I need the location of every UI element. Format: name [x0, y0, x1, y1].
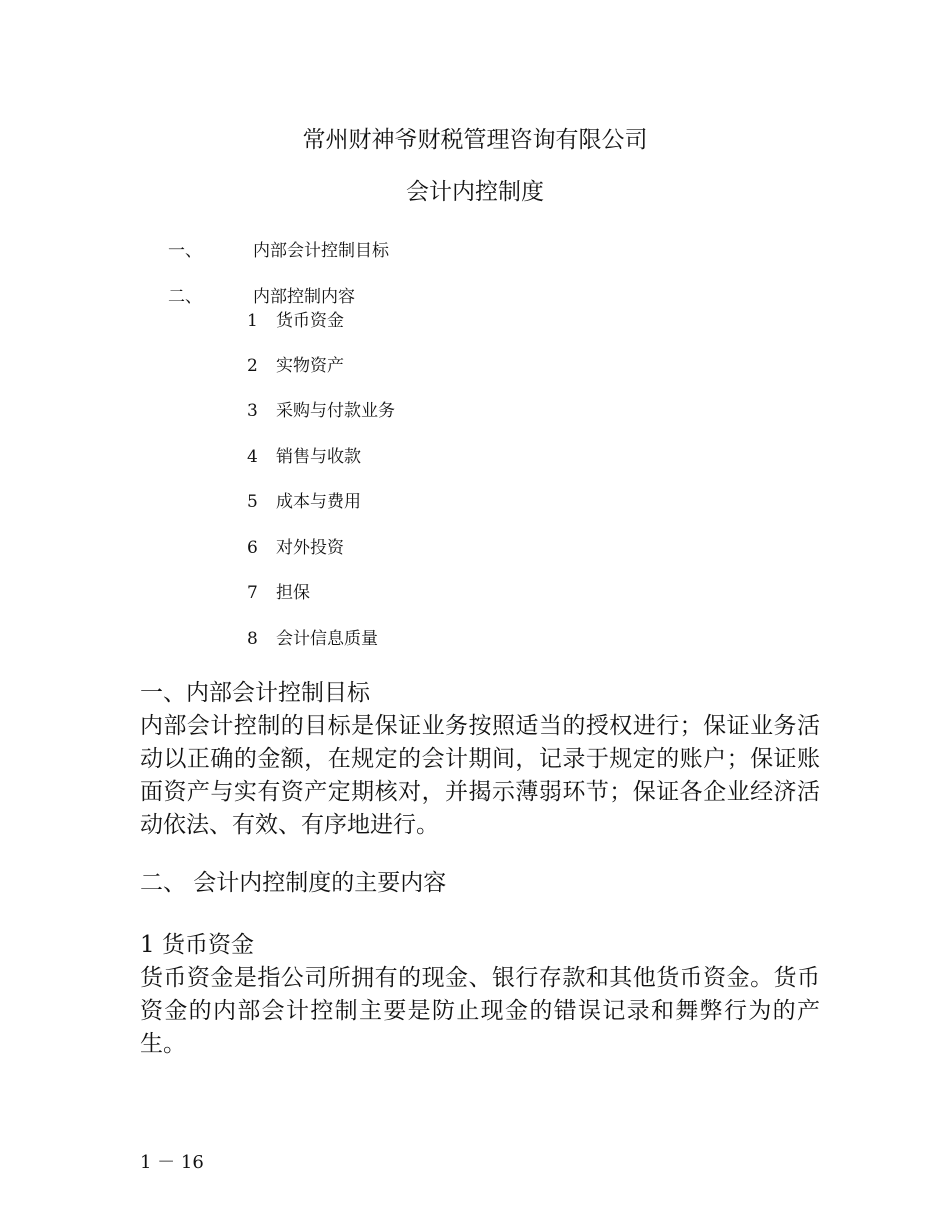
toc-sub-item-number: 5	[247, 492, 258, 512]
toc-item-label: 内部控制内容	[253, 287, 355, 307]
section-control-objectives	[140, 677, 820, 842]
section-paragraph: 内部会计控制的目标是保证业务按照适当的授权进行；保证业务活动以正确的金额，在规定的会计期间，记录于规定的账户；保证账面资产与实有资产定期核对，并揭示薄弱环节；保证各企业经济活动依法、有效、有序地进行。	[140, 713, 820, 838]
toc-sub-item-number: 3	[247, 401, 258, 421]
subsection-paragraph: 货币资金是指公司所拥有的现金、银行存款和其他货币资金。货币资金的内部会计控制主要是防止现金的错误记录和舞弊行为的产生。	[140, 965, 820, 1057]
toc-sub-item-label: 成本与费用	[276, 492, 361, 512]
toc-item-number: 二、	[168, 287, 202, 307]
subsection-heading: 1 货币资金	[140, 932, 254, 958]
company-title: 常州财神爷财税管理咨询有限公司	[302, 127, 648, 153]
toc-sub-item-number: 8	[247, 629, 258, 649]
toc-sub-item-number: 1	[247, 311, 258, 331]
section-heading: 二、 会计内控制度的主要内容	[140, 870, 447, 896]
toc-sub-item-label: 担保	[276, 583, 310, 603]
toc-sub-item-label: 会计信息质量	[276, 629, 378, 649]
toc-item-label: 内部会计控制目标	[253, 241, 389, 261]
toc-sub-item-label: 采购与付款业务	[276, 401, 395, 421]
toc-sub-item-number: 6	[247, 538, 258, 558]
document-title: 会计内控制度	[406, 179, 544, 205]
toc-sub-item-number: 4	[247, 447, 258, 467]
toc-sub-item-label: 货币资金	[276, 311, 344, 331]
subsection-monetary-funds	[140, 929, 820, 1061]
toc-sub-item-label: 实物资产	[276, 356, 344, 376]
page-number: 1 － 16	[140, 1152, 204, 1173]
toc-sub-item-number: 7	[247, 583, 258, 603]
section-main-contents	[140, 867, 820, 900]
section-heading: 一、内部会计控制目标	[140, 680, 370, 706]
toc-sub-item-label: 对外投资	[276, 538, 344, 558]
toc-sub-item-number: 2	[247, 356, 258, 376]
toc-item-number: 一、	[168, 241, 202, 261]
toc-sub-item-label: 销售与收款	[276, 447, 361, 467]
